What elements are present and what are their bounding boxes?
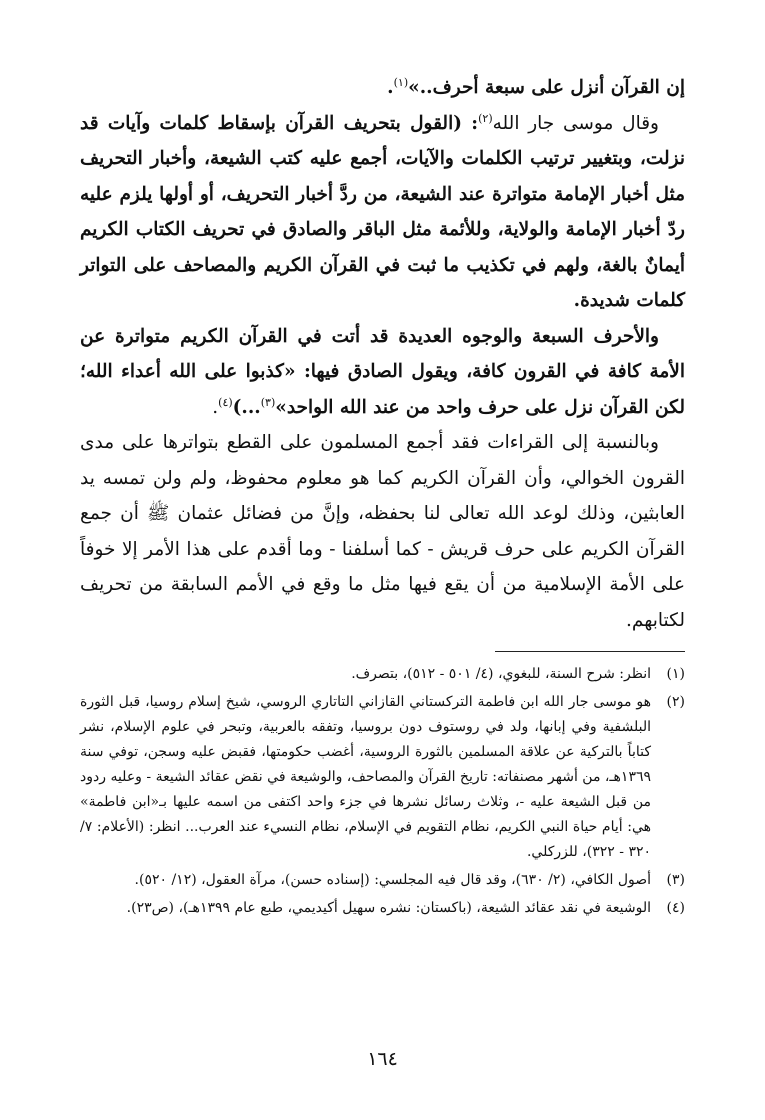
paragraph-text: . <box>387 77 394 98</box>
page-number: ١٦٤ <box>367 1048 398 1070</box>
paragraph-text: إن القرآن أنزل على سبعة أحرف..» <box>408 77 685 98</box>
paragraph-text: : (القول بتحريف القرآن بإسقاط كلمات وآيات قد نزلت، وبتغيير ترتيب الكلمات والآيات، أجمع عليه كتب الشيعة، وأخبار التحريف مثل أخبار الإمامة متواترة عند الشيعة، من ردَّ أخبار التحريف، أو أولها يلزم عليه ردّ أخبار الإمامة والولاية، وللأئمة مثل الباقر والصادق في تحريف الكتاب الكريم أيمانٌ بالغة، ولهم في تكذيب ما ثبت في القرآن الكريم والمصاحف على التواتر كلمات شديدة. <box>80 112 685 311</box>
footnote-number: (٤) <box>666 900 685 916</box>
page-content <box>80 70 685 924</box>
footnote-number: (٢) <box>666 694 685 710</box>
paragraph-2 <box>80 106 685 319</box>
footnote-number: (٣) <box>666 872 685 888</box>
paragraph-text: والأحرف السبعة والوجوه العديدة قد أتت في القرآن الكريم متواترة عن الأمة كافة في القرون كافة، ويقول الصادق فيها: «كذبوا على الله أعداء الله؛ لكن القرآن نزل على حرف واحد من عند الله الواحد» <box>80 325 685 418</box>
paragraph-1 <box>80 70 685 106</box>
paragraph-3 <box>80 319 685 426</box>
footnote-text: الوشيعة في نقد عقائد الشيعة، (باكستان: نشره سهيل أكيديمي، طبع عام ١٣٩٩هـ)، (ص٢٣). <box>126 900 651 916</box>
footnote-divider <box>495 651 685 652</box>
paragraph-text: ...) <box>232 396 261 418</box>
paragraph-text: . <box>212 396 219 418</box>
footnote-marker: (٢) <box>478 111 493 125</box>
footnote-2 <box>80 690 685 865</box>
footnotes <box>80 662 685 921</box>
main-text <box>80 70 685 638</box>
footnote-marker: (٤) <box>218 395 233 409</box>
footnote-number: (١) <box>666 666 685 682</box>
paragraph-text: وقال موسى جار الله <box>492 112 659 134</box>
footnote-4 <box>80 896 685 921</box>
footnote-marker: (٣) <box>260 395 276 409</box>
footnote-text: انظر: شرح السنة، للبغوي، (٤/ ٥٠١ - ٥١٢)، بتصرف. <box>351 666 651 682</box>
paragraph-text: وبالنسبة إلى القراءات فقد أجمع المسلمون على القطع بتواترها على مدى القرون الخوالي، وأن القرآن الكريم كما هو معلوم محفوظ، ولم ولن تمسه يد العابثين، وذلك لوعد الله تعالى لنا بحفظه، وإنَّ من فضائل عثمان ﷺ أن جمع القرآن الكريم على حرف قريش - كما أسلفنا - وما أقدم على هذا الأمر إلا خوفاً على الأمة الإسلامية من أن يقع فيها مثل ما وقع في الأمم السابقة من تحريف لكتابهم. <box>80 432 685 631</box>
footnote-text: أصول الكافي، (٢/ ٦٣٠)، وقد قال فيه المجلسي: (إسناده حسن)، مرآة العقول، (١٢/ ٥٢٠). <box>134 872 651 888</box>
footnote-1 <box>80 662 685 687</box>
footnote-marker: (١) <box>393 75 409 89</box>
footnote-text: هو موسى جار الله ابن فاطمة التركستاني القازاني التاتاري الروسي، شيخ إسلام روسيا، قبل الثورة البلشفية وفي إبانها، ولد في روستوف دون بروسيا، وتفقه بالعربية، وتبحر في علوم الإسلام، نشر كتاباً بالتركية عن علاقة المسلمين بالثورة الروسية، أغضب حكومتها، فقبض عليه وسجن، توفي سنة ١٣٦٩هـ، من أشهر مصنفاته: تاريخ القرآن والمصاحف، والوشيعة في نقض عقائد الشيعة - وعليه ردود من قبل الشيعة عليه -، وثلاث رسائل نشرها في جزء واحد اكتفى من اسمه عليها بـ«ابن فاطمة» هي: أيام حياة النبي الكريم، نظام التقويم في الإسلام، نظام النسيء عند العرب... انظر: (الأعلام: ٧/ ٣٢٠ - ٣٢٢)، للزركلي. <box>80 694 651 860</box>
paragraph-4 <box>80 425 685 638</box>
footnote-3 <box>80 868 685 893</box>
